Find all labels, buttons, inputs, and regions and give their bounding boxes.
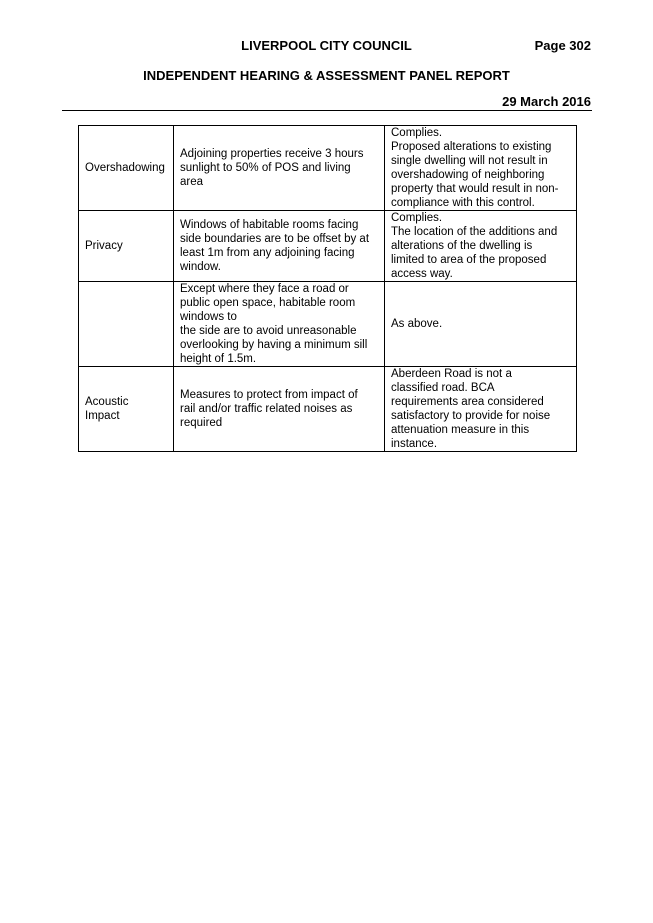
topic-text: Acoustic Impact	[85, 396, 129, 422]
assessment-text: As above.	[391, 318, 443, 330]
control-text: Adjoining properties receive 3 hours sunlight to 50% of POS and living area	[180, 148, 364, 188]
control-text: Measures to protect from impact of rail and/or traffic related noises as required	[180, 389, 358, 429]
assessment-text: Aberdeen Road is not a classified road. BCA requirements area considered satisfactory to provide for noise attenuation measure in this instance.	[391, 368, 551, 450]
header-divider	[62, 110, 592, 111]
control-text: Except where they face a road or public open space, habitable room windows to the side are to avoid unreasonable overlooking by having a minimum sill height of 1.5m.	[180, 283, 368, 365]
control-cell	[174, 282, 385, 367]
control-cell	[174, 126, 385, 211]
table-row	[79, 126, 577, 211]
topic-text: Privacy	[85, 240, 123, 252]
topic-cell	[79, 367, 174, 452]
table-row	[79, 282, 577, 367]
assessment-cell	[385, 282, 577, 367]
assessment-cell	[385, 211, 577, 282]
report-title: INDEPENDENT HEARING & ASSESSMENT PANEL REPORT	[143, 68, 510, 83]
topic-cell	[79, 126, 174, 211]
assessment-text: Complies. The location of the additions and alterations of the dwelling is limited to area of the proposed access way.	[391, 212, 558, 280]
control-cell	[174, 211, 385, 282]
table-row	[79, 211, 577, 282]
council-name: LIVERPOOL CITY COUNCIL	[241, 38, 412, 53]
assessment-cell	[385, 367, 577, 452]
assessment-cell	[385, 126, 577, 211]
assessment-text: Complies. Proposed alterations to existing single dwelling will not result in overshadowing of neighboring property that would result in non- compliance with this control.	[391, 127, 559, 209]
topic-cell	[79, 211, 174, 282]
compliance-table	[78, 125, 577, 452]
topic-cell	[79, 282, 174, 367]
table-row	[79, 367, 577, 452]
control-cell	[174, 367, 385, 452]
report-date: 29 March 2016	[502, 94, 591, 109]
page-number: Page 302	[534, 38, 591, 53]
topic-text: Overshadowing	[85, 162, 165, 174]
control-text: Windows of habitable rooms facing side boundaries are to be offset by at least 1m from any adjoining facing window.	[180, 219, 370, 273]
